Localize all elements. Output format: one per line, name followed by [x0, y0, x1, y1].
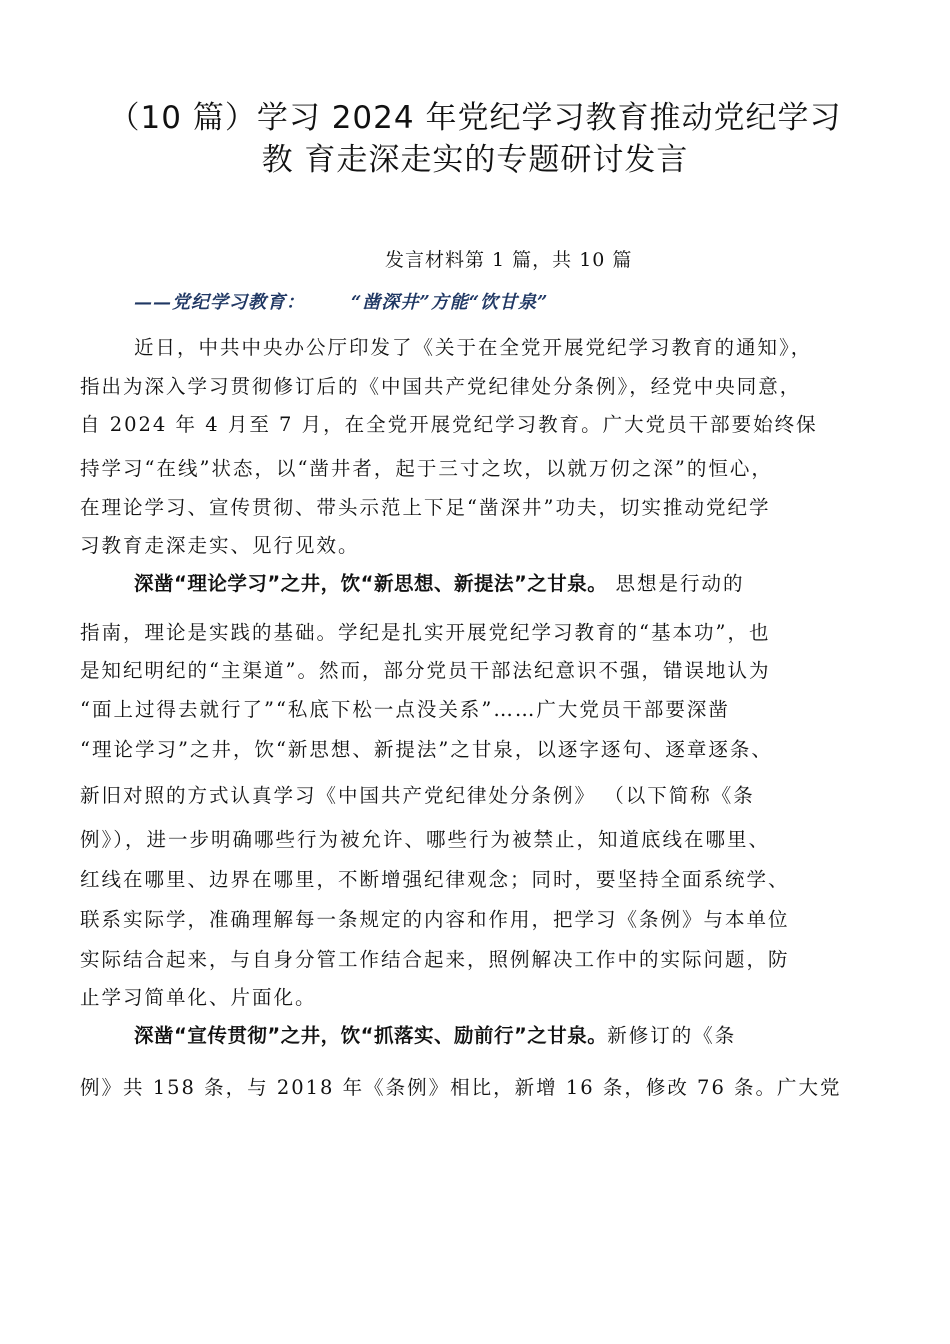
- paragraph-1-line: 近日，中共中央办公厅印发了《关于在全党开展党纪学习教育的通知》，: [134, 336, 813, 359]
- paragraph-2-line: “理论学习”之井，饮“新思想、新提法”之甘泉，以逐字逐句、逐章逐条、: [80, 738, 773, 761]
- paragraph-3-heading: 深凿“宣传贯彻”之井，饮“抓落实、励前行”之甘泉。: [134, 1024, 608, 1047]
- paragraph-1-line: 自 2024 年 4 月至 7 月，在全党开展党纪学习教育。广大党员干部要始终保: [80, 413, 818, 436]
- paragraph-1-line: 持学习“在线”状态，以“凿井者，起于三寸之坎，以就万仞之深”的恒心，: [80, 457, 773, 480]
- document-title-line-2: 教 育走深走实的专题研讨发言: [261, 142, 689, 178]
- theme-line: [134, 288, 548, 314]
- paragraph-2-line: 例》），进一步明确哪些行为被允许、哪些行为被禁止，知道底线在哪里、: [80, 828, 771, 851]
- paragraph-1-line: 指出为深入学习贯彻修订后的《中国共产党纪律处分条例》，经党中央同意，: [80, 375, 802, 398]
- paragraph-3-line: 例》共 158 条，与 2018 年《条例》相比，新增 16 条，修改 76 条。广大党: [80, 1076, 842, 1099]
- paragraph-2-line: 是知纪明纪的“主渠道”。然而，部分党员干部法纪意识不强，错误地认为: [80, 659, 771, 682]
- paragraph-3-first-line: [134, 1020, 736, 1048]
- paragraph-2-line: 实际结合起来，与自身分管工作结合起来，照例解决工作中的实际问题，防: [80, 948, 790, 971]
- paragraph-1-line: 习教育走深走实、见行见效。: [80, 534, 360, 557]
- paragraph-2-heading: 深凿“理论学习”之井，饮“新思想、新提法”之甘泉。: [134, 572, 608, 595]
- paragraph-2-line: 红线在哪里、边界在哪里，不断增强纪律观念；同时，要坚持全面系统学、: [80, 868, 790, 891]
- paragraph-3-lead: 新修订的《条: [607, 1024, 737, 1047]
- theme-prefix: ——党纪学习教育：: [134, 292, 305, 313]
- theme-quote: “凿深井”方能“饮甘泉”: [351, 292, 549, 313]
- paragraph-2-line: 止学习简单化、片面化。: [80, 986, 317, 1009]
- paragraph-2-line: 新旧对照的方式认真学习《中国共产党纪律处分条例》 （以下简称《条: [80, 784, 755, 807]
- paragraph-2-line: 指南，理论是实践的基础。学纪是扎实开展党纪学习教育的“基本功”，也: [80, 621, 771, 644]
- paragraph-1-line: 在理论学习、宣传贯彻、带头示范上下足“凿深井”功夫，切实推动党纪学: [80, 496, 771, 519]
- paragraph-2-lead: 思想是行动的: [607, 572, 745, 595]
- paragraph-2-line: “面上过得去就行了”“私底下松一点没关系”……广大党员干部要深凿: [80, 698, 730, 721]
- paragraph-2-first-line: [134, 568, 744, 596]
- subheading: 发言材料第 1 篇，共 10 篇: [385, 249, 633, 271]
- paragraph-2-line: 联系实际学，准确理解每一条规定的内容和作用，把学习《条例》与本单位: [80, 908, 790, 931]
- document-title-line-1: （10 篇）学习 2024 年党纪学习教育推动党纪学习: [108, 100, 842, 136]
